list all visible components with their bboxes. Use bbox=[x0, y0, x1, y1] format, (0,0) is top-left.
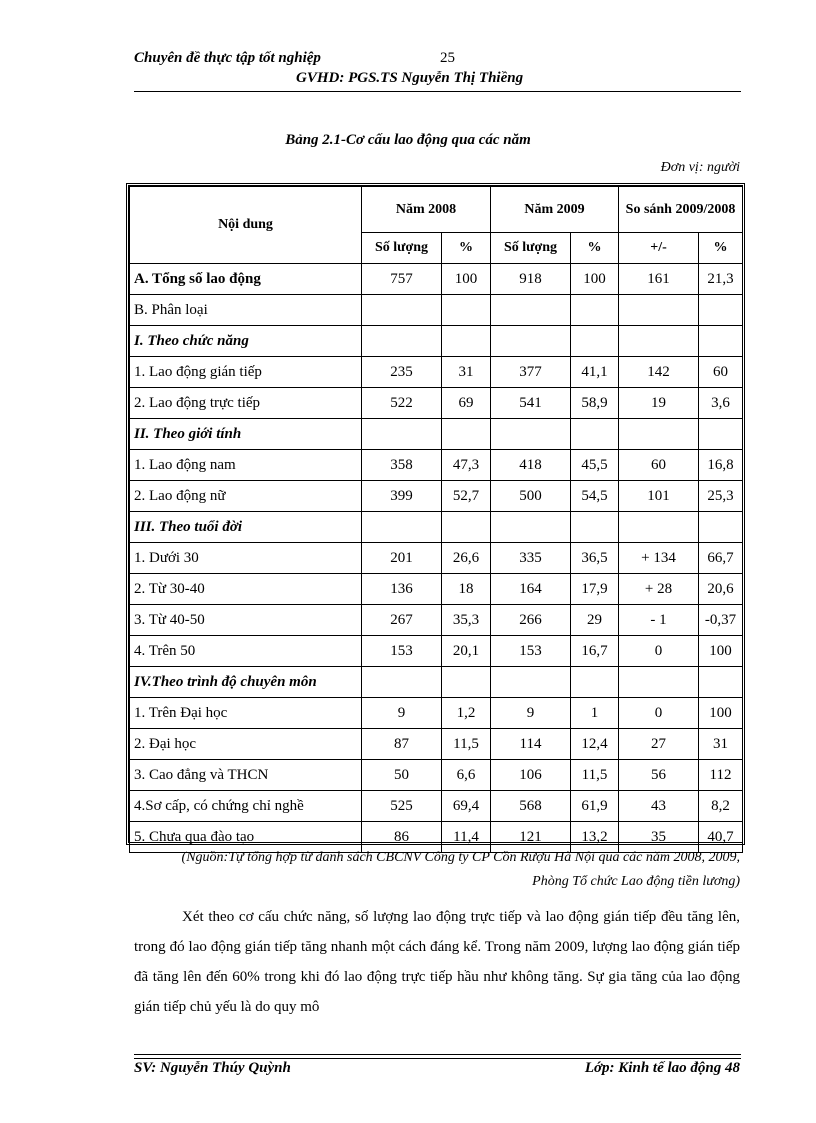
header-pct-compare: % bbox=[699, 233, 743, 264]
header-year-2008: Năm 2008 bbox=[362, 187, 491, 233]
header-compare: So sánh 2009/2008 bbox=[619, 187, 743, 233]
table-row bbox=[130, 357, 743, 388]
row-value: 66,7 bbox=[699, 543, 743, 574]
row-value: 20,6 bbox=[699, 574, 743, 605]
footer-student: SV: Nguyễn Thúy Quỳnh bbox=[134, 1060, 291, 1076]
row-value: 399 bbox=[362, 481, 442, 512]
row-value: 918 bbox=[491, 264, 571, 295]
row-label: 2. Lao động trực tiếp bbox=[130, 388, 362, 419]
row-value: 17,9 bbox=[571, 574, 619, 605]
row-value: 69,4 bbox=[442, 791, 491, 822]
row-label: 2. Từ 30-40 bbox=[130, 574, 362, 605]
header-qty-2009: Số lượng bbox=[491, 233, 571, 264]
row-value: 1 bbox=[571, 698, 619, 729]
row-value: 121 bbox=[491, 822, 571, 853]
row-value bbox=[571, 295, 619, 326]
header-pct-2008: % bbox=[442, 233, 491, 264]
row-value bbox=[619, 326, 699, 357]
table-row bbox=[130, 512, 743, 543]
footer-class: Lớp: Kinh tế lao động 48 bbox=[584, 1060, 740, 1076]
row-value bbox=[619, 419, 699, 450]
row-value: 541 bbox=[491, 388, 571, 419]
row-value: 35 bbox=[619, 822, 699, 853]
row-value: 3,6 bbox=[699, 388, 743, 419]
table-row bbox=[130, 667, 743, 698]
row-value: 52,7 bbox=[442, 481, 491, 512]
row-value: 1,2 bbox=[442, 698, 491, 729]
row-label: 3. Từ 40-50 bbox=[130, 605, 362, 636]
header-supervisor: GVHD: PGS.TS Nguyễn Thị Thiềng bbox=[296, 70, 524, 86]
row-label: B. Phân loại bbox=[130, 295, 362, 326]
row-label: 3. Cao đẳng và THCN bbox=[130, 760, 362, 791]
row-value: 31 bbox=[442, 357, 491, 388]
page-number: 25 bbox=[440, 50, 455, 66]
row-value bbox=[699, 419, 743, 450]
row-value: + 28 bbox=[619, 574, 699, 605]
row-value bbox=[619, 295, 699, 326]
table-row bbox=[130, 388, 743, 419]
row-label: III. Theo tuổi đời bbox=[130, 512, 362, 543]
row-value: 29 bbox=[571, 605, 619, 636]
row-value: 142 bbox=[619, 357, 699, 388]
row-value bbox=[699, 512, 743, 543]
row-value: + 134 bbox=[619, 543, 699, 574]
footer-divider bbox=[134, 1054, 741, 1055]
row-value: 9 bbox=[491, 698, 571, 729]
row-value: 0 bbox=[619, 698, 699, 729]
row-value: 114 bbox=[491, 729, 571, 760]
footer-divider-thin bbox=[134, 1058, 741, 1059]
row-value: 153 bbox=[362, 636, 442, 667]
row-value: 11,5 bbox=[571, 760, 619, 791]
row-value: 8,2 bbox=[699, 791, 743, 822]
row-value bbox=[491, 667, 571, 698]
row-label: 5. Chưa qua đào tạo bbox=[130, 822, 362, 853]
source-note: (Nguồn:Tự tổng hợp từ danh sách CBCNV Công ty CP Cồn Rượu Hà Nội qua các năm 2008, 2009, Phòng Tổ chức Lao động tiền lương) bbox=[181, 850, 740, 889]
table-row bbox=[130, 326, 743, 357]
header-diff: +/- bbox=[619, 233, 699, 264]
row-value: 16,8 bbox=[699, 450, 743, 481]
row-value bbox=[571, 419, 619, 450]
row-value bbox=[362, 419, 442, 450]
row-value bbox=[571, 667, 619, 698]
row-value: 235 bbox=[362, 357, 442, 388]
row-value bbox=[699, 326, 743, 357]
header-qty-2008: Số lượng bbox=[362, 233, 442, 264]
table-row bbox=[130, 419, 743, 450]
row-value: 16,7 bbox=[571, 636, 619, 667]
row-label: 1. Lao động gián tiếp bbox=[130, 357, 362, 388]
row-value bbox=[571, 326, 619, 357]
row-value: 54,5 bbox=[571, 481, 619, 512]
row-label: IV.Theo trình độ chuyên môn bbox=[130, 667, 362, 698]
row-value: 11,5 bbox=[442, 729, 491, 760]
row-value bbox=[699, 667, 743, 698]
row-value bbox=[442, 512, 491, 543]
row-value: 136 bbox=[362, 574, 442, 605]
row-value: 13,2 bbox=[571, 822, 619, 853]
row-value: 525 bbox=[362, 791, 442, 822]
row-value: 377 bbox=[491, 357, 571, 388]
row-value: -0,37 bbox=[699, 605, 743, 636]
row-value: 335 bbox=[491, 543, 571, 574]
row-label: 1. Dưới 30 bbox=[130, 543, 362, 574]
row-value bbox=[619, 667, 699, 698]
row-value: 358 bbox=[362, 450, 442, 481]
table-row bbox=[130, 636, 743, 667]
row-value: 100 bbox=[699, 636, 743, 667]
row-value: 60 bbox=[619, 450, 699, 481]
row-label: 4. Trên 50 bbox=[130, 636, 362, 667]
header-pct-2009: % bbox=[571, 233, 619, 264]
row-value: 164 bbox=[491, 574, 571, 605]
row-value: 106 bbox=[491, 760, 571, 791]
row-value: 27 bbox=[619, 729, 699, 760]
labor-structure-table bbox=[126, 183, 745, 845]
row-value: 522 bbox=[362, 388, 442, 419]
row-value bbox=[442, 326, 491, 357]
row-value: 266 bbox=[491, 605, 571, 636]
row-value: 19 bbox=[619, 388, 699, 419]
row-value bbox=[442, 295, 491, 326]
row-value: 100 bbox=[442, 264, 491, 295]
row-value: 31 bbox=[699, 729, 743, 760]
table-row bbox=[130, 450, 743, 481]
row-value: 18 bbox=[442, 574, 491, 605]
row-value bbox=[442, 667, 491, 698]
row-value: 161 bbox=[619, 264, 699, 295]
row-value: 43 bbox=[619, 791, 699, 822]
row-value: 61,9 bbox=[571, 791, 619, 822]
row-value bbox=[362, 326, 442, 357]
row-value: 47,3 bbox=[442, 450, 491, 481]
table-caption: Bảng 2.1-Cơ cấu lao động qua các năm bbox=[285, 132, 531, 148]
row-value bbox=[362, 667, 442, 698]
table-row bbox=[130, 605, 743, 636]
row-value bbox=[491, 326, 571, 357]
row-value: 45,5 bbox=[571, 450, 619, 481]
row-value: 267 bbox=[362, 605, 442, 636]
row-value bbox=[362, 512, 442, 543]
row-value: 100 bbox=[571, 264, 619, 295]
row-label: 2. Đại học bbox=[130, 729, 362, 760]
row-label: 4.Sơ cấp, có chứng chỉ nghề bbox=[130, 791, 362, 822]
table-row bbox=[130, 481, 743, 512]
row-label: 1. Lao động nam bbox=[130, 450, 362, 481]
row-value: 6,6 bbox=[442, 760, 491, 791]
row-value: 40,7 bbox=[699, 822, 743, 853]
header-content: Nội dung bbox=[130, 187, 362, 264]
table-row bbox=[130, 264, 743, 295]
row-value bbox=[442, 419, 491, 450]
row-label: 1. Trên Đại học bbox=[130, 698, 362, 729]
row-value: 20,1 bbox=[442, 636, 491, 667]
row-value: 12,4 bbox=[571, 729, 619, 760]
row-value bbox=[362, 295, 442, 326]
row-value: 50 bbox=[362, 760, 442, 791]
row-value: 56 bbox=[619, 760, 699, 791]
table-row bbox=[130, 760, 743, 791]
unit-label: Đơn vị: người bbox=[660, 160, 740, 175]
row-value: 100 bbox=[699, 698, 743, 729]
row-value bbox=[491, 512, 571, 543]
row-value: 60 bbox=[699, 357, 743, 388]
table-row bbox=[130, 574, 743, 605]
row-value: 757 bbox=[362, 264, 442, 295]
row-value: 87 bbox=[362, 729, 442, 760]
row-value: 26,6 bbox=[442, 543, 491, 574]
row-value: 86 bbox=[362, 822, 442, 853]
table-row bbox=[130, 791, 743, 822]
row-value bbox=[491, 419, 571, 450]
row-value: 418 bbox=[491, 450, 571, 481]
row-value: 9 bbox=[362, 698, 442, 729]
table-row bbox=[130, 543, 743, 574]
row-value: 0 bbox=[619, 636, 699, 667]
row-value bbox=[571, 512, 619, 543]
row-value: 568 bbox=[491, 791, 571, 822]
row-value bbox=[619, 512, 699, 543]
row-value: 69 bbox=[442, 388, 491, 419]
row-value: 153 bbox=[491, 636, 571, 667]
header-divider bbox=[134, 91, 741, 92]
body-paragraph: Xét theo cơ cấu chức năng, số lượng lao động trực tiếp và lao động gián tiếp đều tăng lên, trong đó lao động gián tiếp tăng nhanh một cách đáng kể. Trong năm 2009, lượng lao động gián tiếp đã tăng lên đến 60% trong khi đó lao động trực tiếp hầu như không tăng. Sự gia tăng của lao động gián tiếp chủ yếu là do quy mô bbox=[134, 909, 740, 1015]
row-value bbox=[699, 295, 743, 326]
table-row bbox=[130, 729, 743, 760]
row-label: I. Theo chức năng bbox=[130, 326, 362, 357]
row-value: - 1 bbox=[619, 605, 699, 636]
header-title: Chuyên đề thực tập tốt nghiệp bbox=[134, 50, 321, 66]
row-value: 41,1 bbox=[571, 357, 619, 388]
row-value: 11,4 bbox=[442, 822, 491, 853]
row-value bbox=[491, 295, 571, 326]
header-year-2009: Năm 2009 bbox=[491, 187, 619, 233]
table-row bbox=[130, 698, 743, 729]
table-row bbox=[130, 295, 743, 326]
row-label: 2. Lao động nữ bbox=[130, 481, 362, 512]
row-label: A. Tổng số lao động bbox=[130, 264, 362, 295]
row-value: 500 bbox=[491, 481, 571, 512]
row-value: 25,3 bbox=[699, 481, 743, 512]
row-value: 36,5 bbox=[571, 543, 619, 574]
row-value: 35,3 bbox=[442, 605, 491, 636]
row-value: 201 bbox=[362, 543, 442, 574]
row-value: 112 bbox=[699, 760, 743, 791]
row-value: 101 bbox=[619, 481, 699, 512]
row-value: 58,9 bbox=[571, 388, 619, 419]
row-value: 21,3 bbox=[699, 264, 743, 295]
row-label: II. Theo giới tính bbox=[130, 419, 362, 450]
